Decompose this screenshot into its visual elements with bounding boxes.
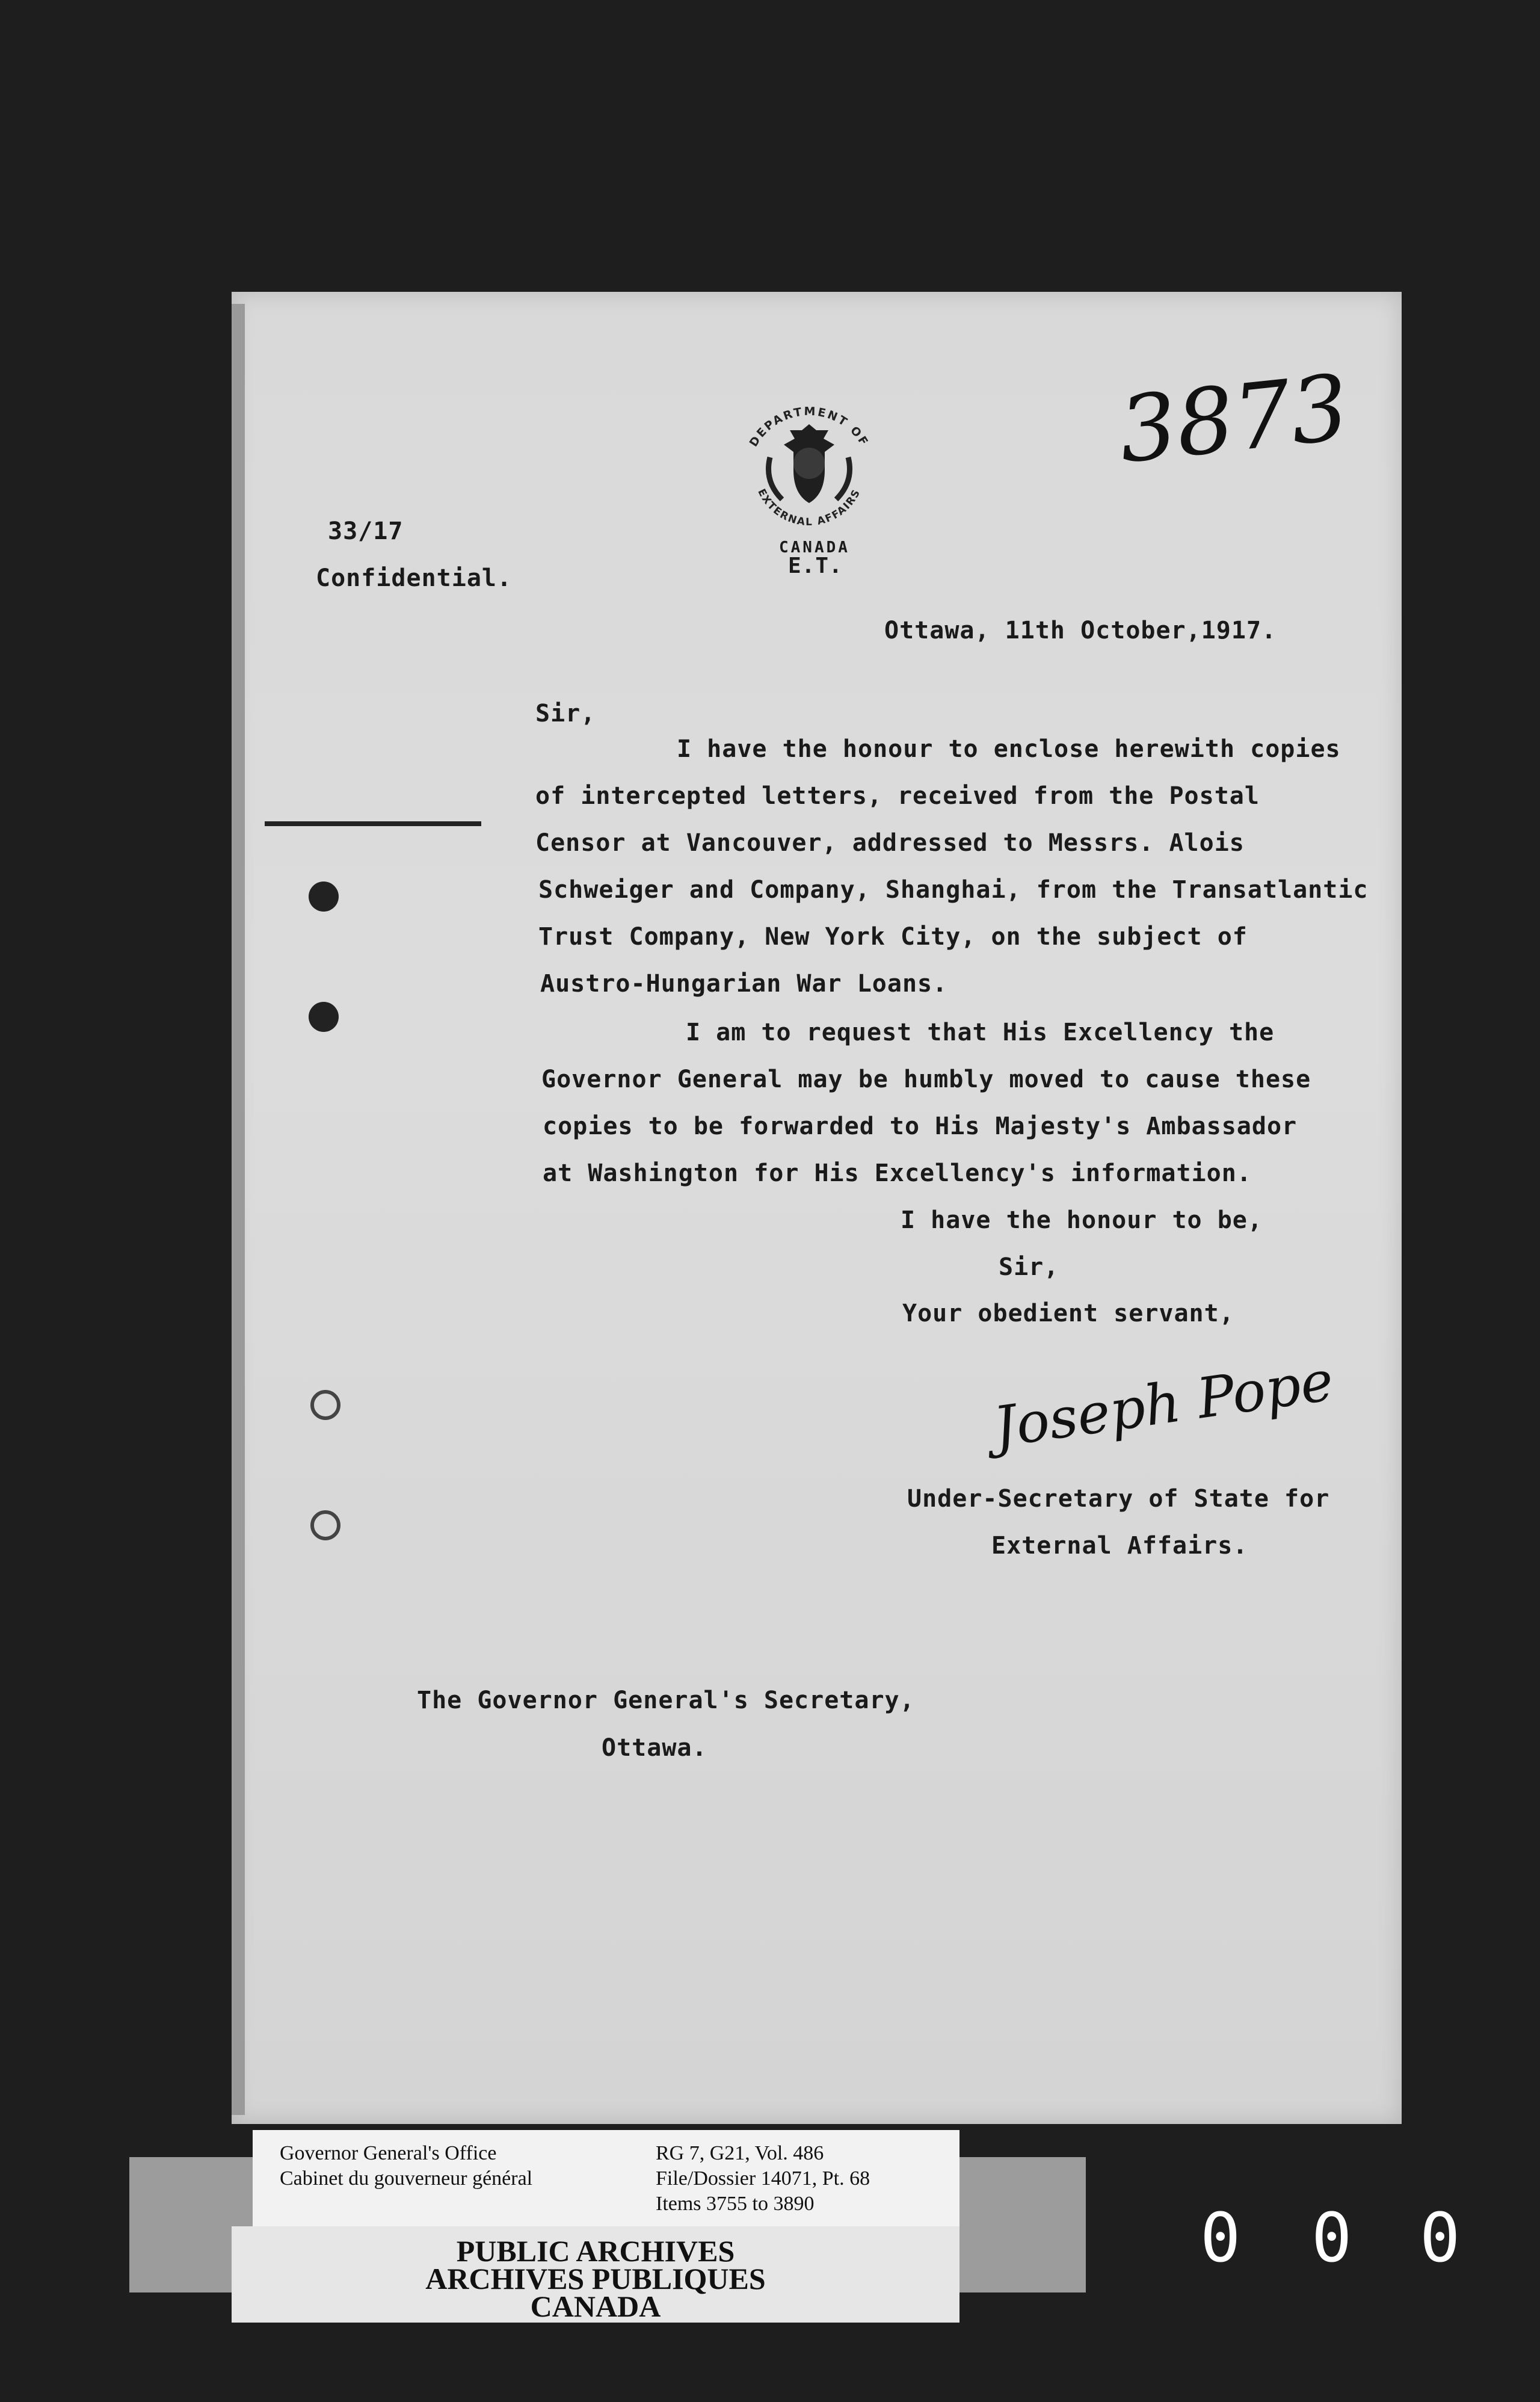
- archive-label-line: RG 7, G21, Vol. 486: [656, 2142, 824, 2164]
- signatory-title: External Affairs.: [991, 1532, 1248, 1560]
- page-edge: [232, 304, 245, 2115]
- crest-initials: E.T.: [788, 554, 843, 578]
- addressee-line: Ottawa.: [602, 1734, 707, 1762]
- stamp-line: PUBLIC ARCHIVES: [456, 2234, 735, 2268]
- frame-number-digit: 0: [1200, 2199, 1241, 2277]
- archive-label: [253, 2130, 959, 2226]
- frame-number-digit: 0: [1311, 2199, 1352, 2277]
- closing-line: Sir,: [999, 1253, 1059, 1281]
- body-line: at Washington for His Excellency's information.: [543, 1159, 1252, 1187]
- margin-rule: [265, 821, 481, 826]
- archive-label-line: Governor General's Office: [280, 2142, 497, 2164]
- body-line: I am to request that His Excellency the: [686, 1019, 1275, 1046]
- body-line: Censor at Vancouver, addressed to Messrs. Alois: [535, 829, 1245, 857]
- reference-number: 33/17: [328, 517, 404, 545]
- archive-label-line: Cabinet du gouverneur général: [280, 2167, 533, 2190]
- salutation: Sir,: [535, 700, 596, 727]
- stamp-line: CANADA: [530, 2289, 661, 2323]
- body-line: Schweiger and Company, Shanghai, from the Transatlantic: [538, 876, 1369, 904]
- punch-hole: [309, 881, 339, 912]
- punch-hole: [310, 1510, 340, 1540]
- handwritten-item-number: 3873: [1113, 355, 1354, 484]
- signatory-title: Under-Secretary of State for: [907, 1485, 1330, 1513]
- handwritten-signature: Joseph Pope: [990, 1348, 1337, 1460]
- crest-country-text: CANADA: [779, 539, 850, 557]
- punch-hole: [310, 1390, 340, 1420]
- body-line: of intercepted letters, received from the Postal: [535, 782, 1260, 810]
- closing-line: I have the honour to be,: [901, 1206, 1263, 1234]
- archive-label-line: File/Dossier 14071, Pt. 68: [656, 2167, 870, 2190]
- addressee-line: The Governor General's Secretary,: [417, 1687, 915, 1714]
- body-line: I have the honour to enclose herewith copies: [677, 735, 1341, 763]
- body-line: Trust Company, New York City, on the subject of: [538, 923, 1248, 951]
- date-line: Ottawa, 11th October,1917.: [884, 617, 1277, 644]
- crest-bottom-text: EXTERNAL AFFAIRS: [755, 487, 863, 528]
- frame-number-digit: 0: [1420, 2199, 1461, 2277]
- body-line: Austro-Hungarian War Loans.: [540, 970, 948, 998]
- punch-hole: [309, 1002, 339, 1032]
- stamp-line: ARCHIVES PUBLIQUES: [425, 2262, 766, 2295]
- body-line: Governor General may be humbly moved to cause these: [541, 1066, 1311, 1093]
- archive-label-line: Items 3755 to 3890: [656, 2193, 815, 2215]
- department-crest-icon: [728, 391, 890, 554]
- body-line: copies to be forwarded to His Majesty's Ambassador: [543, 1113, 1298, 1140]
- classification: Confidential.: [316, 564, 513, 592]
- public-archives-stamp: [232, 2226, 959, 2323]
- closing-line: Your obedient servant,: [902, 1300, 1234, 1327]
- crest-top-text: DEPARTMENT OF: [747, 404, 872, 449]
